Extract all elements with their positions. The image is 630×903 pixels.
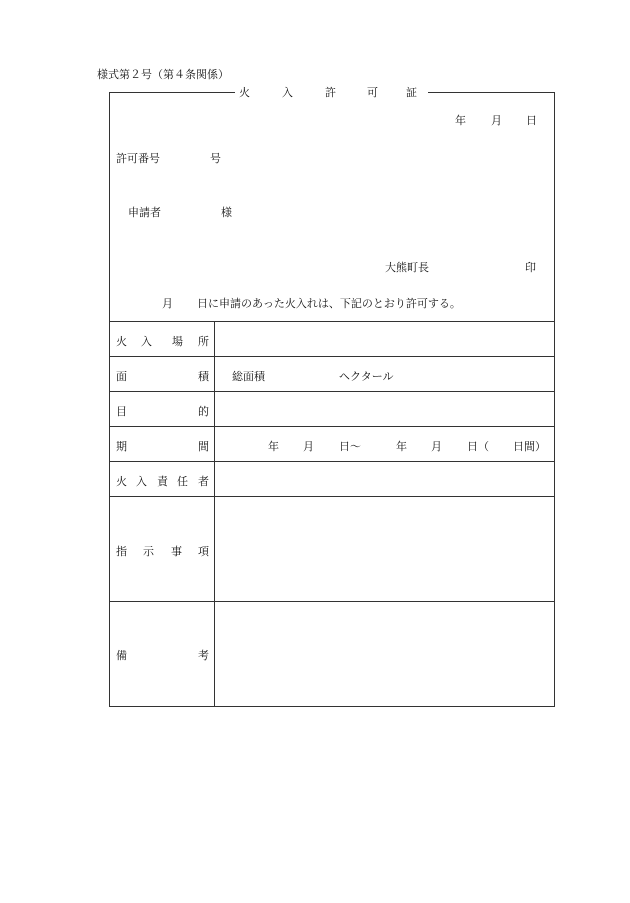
label-char: 者 bbox=[198, 475, 209, 488]
title-char: 入 bbox=[282, 86, 293, 99]
label-char: 場 bbox=[172, 335, 183, 348]
title-char: 許 bbox=[325, 86, 336, 99]
period-end-year: 年 bbox=[396, 440, 407, 453]
total-area-label: 総面積 bbox=[232, 370, 265, 383]
table-divider bbox=[109, 426, 554, 427]
applicant-suffix: 様 bbox=[221, 206, 232, 219]
label-char: 示 bbox=[143, 545, 154, 558]
label-char: 入 bbox=[141, 335, 152, 348]
period-end-day: 日（ bbox=[467, 440, 489, 453]
top-border-right bbox=[428, 92, 554, 93]
applicant-label: 申請者 bbox=[128, 206, 161, 219]
label-char: 目 bbox=[116, 405, 127, 418]
period-days: 日間） bbox=[513, 440, 546, 453]
statement-month: 月 bbox=[162, 297, 173, 310]
seal-mark: 印 bbox=[525, 261, 536, 274]
period-start-month: 月 bbox=[303, 440, 314, 453]
date-day: 日 bbox=[526, 114, 537, 127]
title-char: 火 bbox=[239, 86, 250, 99]
label-char: 火 bbox=[116, 475, 127, 488]
label-char: 期 bbox=[116, 440, 127, 453]
permit-frame bbox=[109, 92, 555, 707]
date-year: 年 bbox=[455, 114, 466, 127]
label-char: 火 bbox=[116, 335, 127, 348]
table-divider bbox=[109, 601, 554, 602]
label-column-divider bbox=[214, 321, 215, 706]
table-divider bbox=[109, 496, 554, 497]
date-month: 月 bbox=[491, 114, 502, 127]
document-title bbox=[239, 84, 423, 100]
statement-text: 日に申請のあった火入れは、下記のとおり許可する。 bbox=[197, 297, 461, 310]
table-divider bbox=[109, 461, 554, 462]
area-unit: ヘクタール bbox=[339, 370, 394, 383]
title-char: 証 bbox=[406, 86, 417, 99]
label-char: 面 bbox=[116, 370, 127, 383]
form-number: 様式第２号（第４条関係） bbox=[97, 68, 229, 81]
period-start-year: 年 bbox=[268, 440, 279, 453]
permit-number-suffix: 号 bbox=[210, 152, 221, 165]
label-char: 責 bbox=[157, 475, 168, 488]
label-char: 任 bbox=[177, 475, 188, 488]
issuer-name: 大熊町長 bbox=[385, 261, 429, 274]
label-char: 所 bbox=[198, 335, 209, 348]
period-start-day: 日〜 bbox=[339, 440, 361, 453]
label-char: 考 bbox=[198, 649, 209, 662]
top-border-left bbox=[109, 92, 235, 93]
label-char: 入 bbox=[136, 475, 147, 488]
label-char: 項 bbox=[198, 545, 209, 558]
table-divider bbox=[109, 321, 554, 322]
label-char: 間 bbox=[198, 440, 209, 453]
label-char: 備 bbox=[116, 649, 127, 662]
label-char: 指 bbox=[116, 545, 127, 558]
period-end-month: 月 bbox=[431, 440, 442, 453]
label-char: 事 bbox=[171, 545, 182, 558]
permit-number-label: 許可番号 bbox=[116, 152, 160, 165]
title-char: 可 bbox=[367, 86, 378, 99]
table-divider bbox=[109, 356, 554, 357]
label-char: 的 bbox=[198, 405, 209, 418]
table-divider bbox=[109, 391, 554, 392]
label-char: 積 bbox=[198, 370, 209, 383]
